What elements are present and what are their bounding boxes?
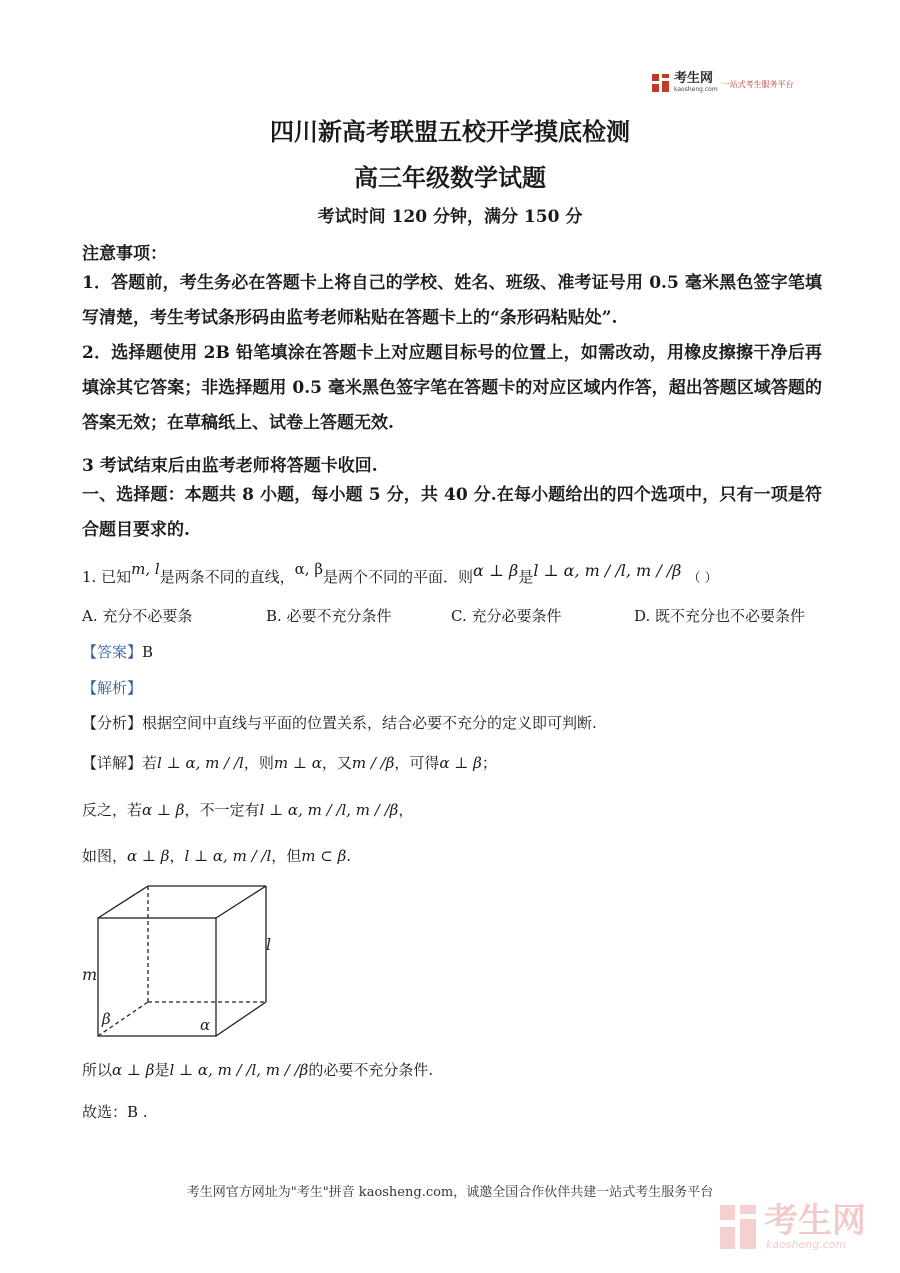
cube-figure bbox=[78, 880, 288, 1045]
q1-prefix: 1. 已知 bbox=[82, 568, 132, 586]
exam-title: 四川新高考联盟五校开学摸底检测 bbox=[270, 117, 630, 146]
fig-math-2: l ⊥ α, m / /l bbox=[184, 847, 272, 865]
q1-cond2: l ⊥ α, m / /l, m / /β bbox=[533, 561, 682, 580]
watermark-name: 考生网 bbox=[764, 1200, 866, 1241]
watermark-domain: kaosheng.com bbox=[766, 1237, 847, 1251]
fig-math-3: m ⊂ β bbox=[301, 847, 347, 865]
rev-math-2: l ⊥ α, m / /l, m / /β bbox=[259, 801, 399, 819]
concl-math-2: l ⊥ α, m / /l, m / /β bbox=[169, 1061, 309, 1079]
logo-domain: kaosheng.com bbox=[674, 86, 718, 93]
detail-math-3: m / /β bbox=[351, 754, 395, 772]
option-b: B. 必要不充分条件 bbox=[266, 607, 392, 625]
analysis-tag: 【解析】 bbox=[82, 679, 143, 697]
choose-line: 故选：B . bbox=[82, 1103, 148, 1121]
notice-item-2: 2．选择题使用 2B 铅笔填涂在答题卡上对应题目标号的位置上，如需改动，用橡皮擦擦干净后再填涂其它答案；非选择题用 0.5 毫米黑色签字笔在答题卡的对应区域内作答，超出答题区域答题的答案无效；在草稿纸上、试卷上答题无效. bbox=[82, 343, 822, 433]
logo-slogan: 一站式考生服务平台 bbox=[721, 80, 794, 89]
label-beta: β bbox=[102, 1010, 111, 1028]
concl-text-1: 所以 bbox=[82, 1061, 113, 1079]
exam-duration: 考试时间 120 分钟，满分 150 分 bbox=[317, 207, 583, 227]
rev-text-3: ， bbox=[398, 801, 414, 819]
option-c: C. 充分必要条件 bbox=[451, 607, 562, 625]
cube-front-face bbox=[98, 918, 216, 1036]
rev-math-1: α ⊥ β bbox=[142, 801, 185, 819]
figure-line bbox=[82, 845, 351, 866]
exam-subject-title: 高三年级数学试题 bbox=[354, 163, 546, 192]
detail-text-2: ，则 bbox=[243, 754, 274, 772]
rev-text-2: ，不一定有 bbox=[184, 801, 260, 819]
detail-math-1: l ⊥ α, m / /l bbox=[157, 754, 244, 772]
logo-icon bbox=[651, 73, 671, 93]
option-a: A. 充分不必要条 bbox=[82, 607, 193, 625]
fig-math-1: α ⊥ β bbox=[127, 847, 170, 865]
detail-math-2: m ⊥ α bbox=[273, 754, 322, 772]
label-alpha: α bbox=[200, 1016, 211, 1034]
concl-text-3: 的必要不充分条件. bbox=[308, 1061, 434, 1079]
reverse-line bbox=[82, 799, 413, 820]
label-m: m bbox=[82, 965, 98, 984]
detail-text-1: 若 bbox=[142, 754, 158, 772]
option-d: D. 既不充分也不必要条件 bbox=[634, 607, 806, 625]
q1-text1: 是两条不同的直线， bbox=[159, 568, 295, 586]
detail-text-3: ，又 bbox=[321, 754, 352, 772]
header-logo bbox=[651, 72, 794, 93]
notice-item-1: 1．答题前，考生务必在答题卡上将自己的学校、姓名、班级、准考证号用 0.5 毫米黑色签字笔填写清楚，考生考试条形码由监考老师粘贴在答题卡上的“条形码粘贴处”. bbox=[82, 273, 822, 328]
q1-paren: （ ） bbox=[687, 571, 718, 586]
detail-text-4: ，可得 bbox=[394, 754, 440, 772]
answer-line bbox=[82, 641, 153, 662]
detail-text-5: ； bbox=[481, 754, 497, 772]
concl-text-2: 是 bbox=[154, 1061, 170, 1079]
fenxi-tag: 【分析】 bbox=[82, 714, 143, 732]
footer-text: 考生网官方网址为"考生"拼音 kaosheng.com，诚邀全国合作伙伴共建一站式考生服务平台 bbox=[186, 1185, 714, 1200]
conclusion-line bbox=[82, 1059, 433, 1080]
answer-value: B bbox=[142, 643, 154, 661]
q1-text2: 是两个不同的平面．则 bbox=[323, 568, 474, 586]
watermark-logo-icon bbox=[718, 1203, 758, 1251]
fig-text-3: ，但 bbox=[271, 847, 302, 865]
fenxi-text: 根据空间中直线与平面的位置关系，结合必要不充分的定义即可判断. bbox=[142, 714, 597, 732]
q1-cond: α ⊥ β bbox=[473, 561, 519, 580]
q1-var-ab: α, β bbox=[294, 560, 324, 578]
concl-math-1: α ⊥ β bbox=[112, 1061, 155, 1079]
watermark bbox=[718, 1200, 866, 1251]
fig-text-4: . bbox=[346, 847, 352, 865]
notice-item-3: 3 考试结束后由监考老师将答题卡收回. bbox=[82, 456, 378, 476]
detail-math-4: α ⊥ β bbox=[439, 754, 482, 772]
section-heading: 一、选择题：本题共 8 小题，每小题 5 分，共 40 分.在每小题给出的四个选项中，只有一项是符合题目要求的. bbox=[82, 485, 822, 540]
q1-var-ml: m, l bbox=[131, 560, 160, 578]
rev-text-1: 反之，若 bbox=[82, 801, 143, 819]
fig-text-2: ， bbox=[169, 847, 185, 865]
fenxi-line bbox=[82, 712, 597, 733]
question-1-stem bbox=[82, 560, 718, 587]
fig-text-1: 如图， bbox=[82, 847, 128, 865]
q1-text3: 是 bbox=[518, 568, 534, 586]
detail-tag: 【详解】 bbox=[82, 754, 143, 772]
logo-name: 考生网 bbox=[674, 71, 714, 86]
detail-line bbox=[82, 752, 497, 773]
label-l: l bbox=[266, 935, 272, 954]
notice-heading: 注意事项： bbox=[82, 244, 167, 264]
answer-tag: 【答案】 bbox=[82, 643, 143, 661]
